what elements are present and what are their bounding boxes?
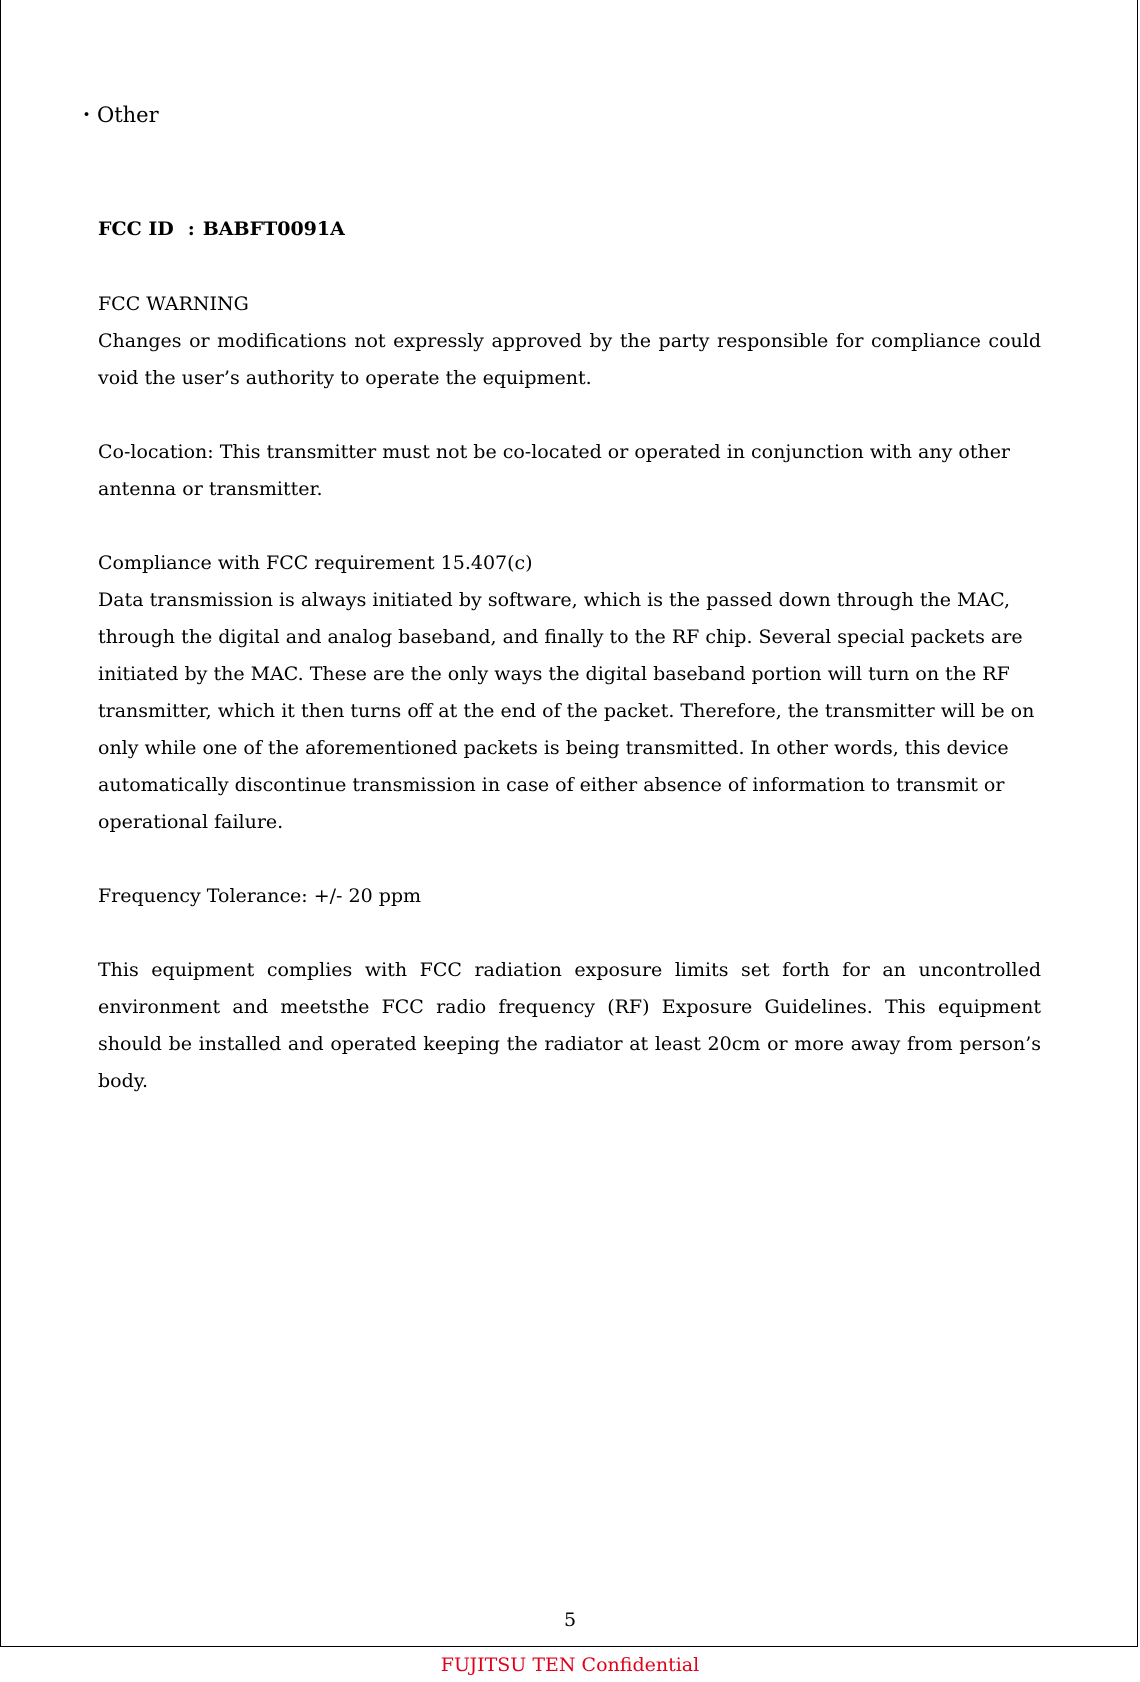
radiation-exposure-section [98, 952, 1041, 1100]
fcc-warning-title: FCC WARNING [98, 293, 249, 315]
frequency-tolerance-text: Frequency Tolerance: +/- 20 ppm [98, 885, 422, 907]
section-title: ・Other [76, 103, 159, 127]
page-number: 5 [563, 1609, 577, 1631]
compliance-section [98, 545, 1041, 841]
co-location-text: Co-location: This transmitter must not be co-located or operated in conjunction with any other antenna or transmitter. [98, 441, 1011, 500]
fcc-warning-section [98, 286, 1041, 397]
fcc-id-line [98, 209, 1041, 249]
frequency-tolerance-section [98, 878, 1041, 915]
compliance-text: Data transmission is always initiated by software, which is the passed down through the MAC, through the digital and analog baseband, and finally to the RF chip. Several special packets are initiated by the MAC. These are the only ways the digital baseband portion will turn on the RF transmitter, which it then turns off at the end of the packet. Therefore, the transmitter will be on only while one of the aforementioned packets is being transmitted. In other words, this device automatically discontinue transmission in case of either absence of information to transmit or operational failure. [98, 589, 1035, 833]
radiation-exposure-text: This equipment complies with FCC radiation exposure limits set forth for an uncontrolled environment and meetsthe FCC radio frequency (RF) Exposure Guidelines. This equipment should be installed and operated keeping the radiator at least 20cm or more away from person’s body. [98, 959, 1041, 1092]
co-location-section [98, 434, 1041, 508]
document-body [76, 95, 1041, 1100]
fcc-id-separator: : [187, 218, 195, 240]
fcc-id-label: FCC ID [98, 218, 174, 240]
fcc-id-value: BABFT0091A [202, 218, 345, 240]
fcc-warning-text: Changes or modifications not expressly approved by the party responsible for compliance could void the user’s authority to operate the equipment. [98, 330, 1041, 389]
compliance-title: Compliance with FCC requirement 15.407(c) [98, 552, 533, 574]
confidential-notice: FUJITSU TEN Confidential [440, 1654, 700, 1676]
